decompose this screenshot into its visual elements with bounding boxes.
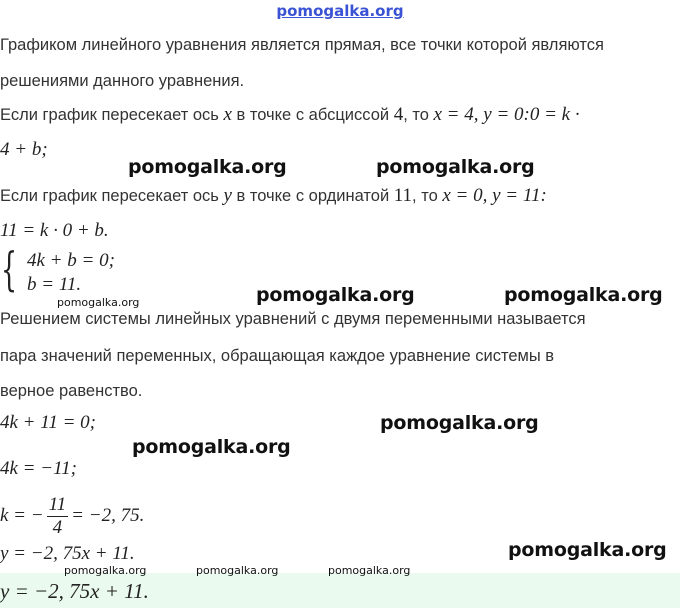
answer-line: y = −2, 75x + 11. (0, 579, 149, 603)
text-line: верное равенство. (0, 382, 143, 400)
math-var: x (223, 104, 232, 125)
text-line-abscissa (0, 104, 580, 126)
math-line: 4 + b; (0, 139, 48, 160)
watermark-small: pomogalka.org (57, 296, 140, 309)
text-fragment: Если график пересекает ось (0, 106, 224, 124)
text-line: Решением системы линейных уравнений с двумя переменными называется (0, 310, 586, 328)
text-fragment: , то (412, 187, 443, 205)
text-line-ordinate (0, 185, 547, 207)
watermark-small: pomogalka.org (196, 564, 279, 577)
math-number: 4 (393, 104, 404, 125)
math-var: y (223, 185, 232, 206)
system-equation-1: 4k + b = 0; (27, 250, 115, 271)
math-line: 11 = k · 0 + b. (0, 220, 109, 241)
watermark-top-link[interactable]: pomogalka.org (276, 2, 404, 20)
math-fragment: = −2, 75. (71, 504, 145, 526)
math-step-3 (0, 494, 144, 539)
fraction-denominator: 4 (52, 517, 63, 538)
watermark: pomogalka.org (376, 156, 535, 178)
text-line: решениями данного уравнения. (0, 72, 245, 90)
math-step-4: y = −2, 75x + 11. (0, 543, 135, 564)
math-expression: x = 0, y = 11: (442, 185, 547, 206)
fraction (47, 494, 69, 539)
system-equation-2: b = 11. (27, 274, 82, 295)
watermark-small: pomogalka.org (328, 564, 411, 577)
watermark: pomogalka.org (256, 284, 415, 306)
watermark: pomogalka.org (504, 284, 663, 306)
text-fragment: Если график пересекает ось (0, 187, 224, 205)
text-fragment: в точке с абсциссой (231, 106, 394, 124)
text-line: пара значений переменных, обращающая каждое уравнение системы в (0, 347, 555, 365)
math-expression: x = 4, y = 0:0 = k · (433, 104, 580, 125)
math-step-1: 4k + 11 = 0; (0, 412, 96, 433)
watermark: pomogalka.org (508, 539, 667, 561)
system-brace: { (1, 242, 18, 296)
fraction-numerator: 11 (48, 494, 67, 515)
watermark: pomogalka.org (128, 156, 287, 178)
watermark-small: pomogalka.org (64, 564, 147, 577)
watermark: pomogalka.org (380, 412, 539, 434)
watermark: pomogalka.org (132, 436, 291, 458)
math-fragment: k = − (0, 504, 44, 526)
text-line: Графиком линейного уравнения является прямая, все точки которой являются (0, 36, 604, 54)
math-number: 11 (393, 185, 413, 206)
text-fragment: , то (403, 106, 434, 124)
text-fragment: в точке с ординатой (231, 187, 394, 205)
math-step-2: 4k = −11; (0, 458, 77, 479)
